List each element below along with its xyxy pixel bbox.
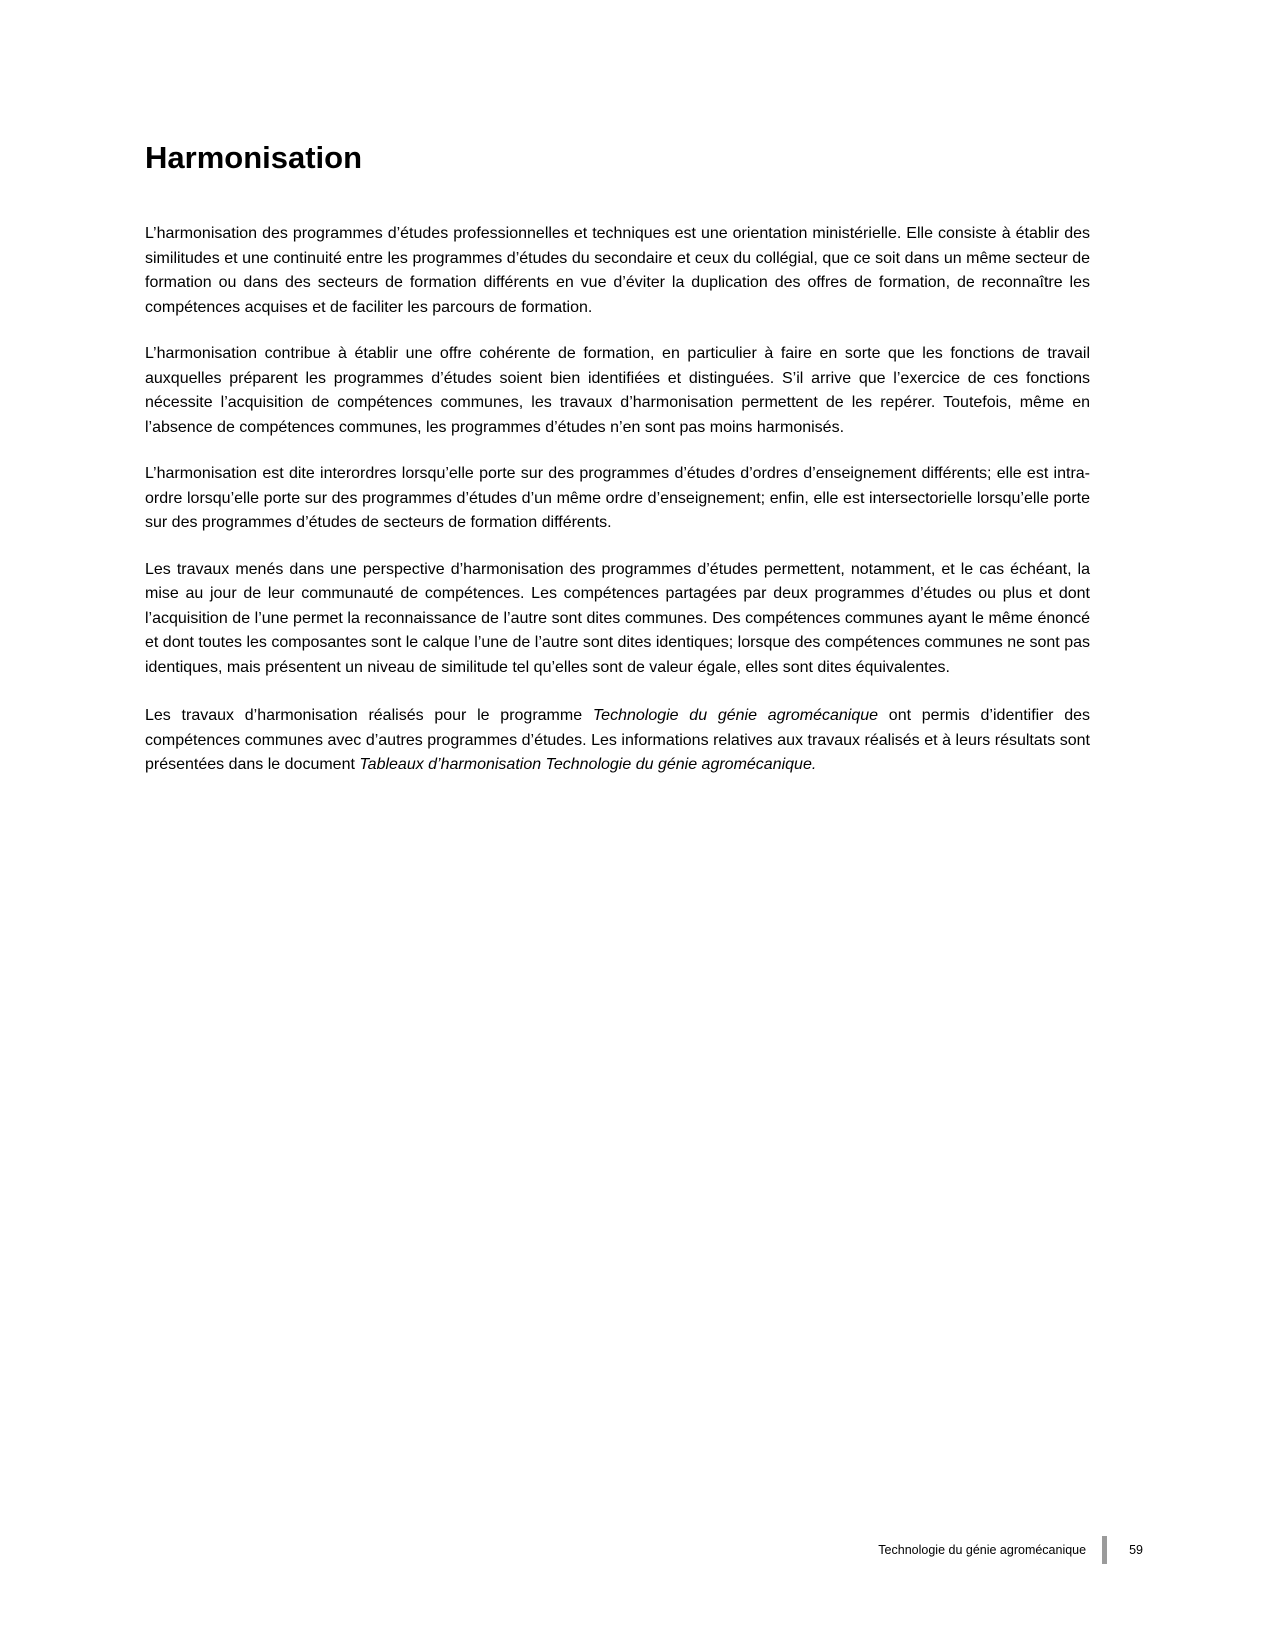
paragraph-5-segment-3: ont permis d’identifier des compétences communes avec d’autres programmes d’études. Les informations relatives aux travaux réalisés et à leurs résultats sont présentées dans le document — [145, 707, 1091, 773]
footer-document-title: Technologie du génie agromécanique — [878, 1542, 1087, 1557]
footer-divider-bar — [1102, 1536, 1107, 1564]
paragraph-interordres: L’harmonisation est dite interordres lorsqu’elle porte sur des programmes d’études d’ordres d’enseignement différents; elle est intra-ordre lorsqu’elle porte sur des programmes d’études d’un même ordre d’enseignement; enfin, elle est intersectorielle lorsqu’elle porte sur des programmes d’études de secteurs de formation différents. — [145, 465, 1090, 531]
paragraph-offre-coherente: L’harmonisation contribue à établir une offre cohérente de formation, en particulier à faire en sorte que les fonctions de travail auxquelles préparent les programmes d’études soient bien identifiées et distinguées. S’il arrive que l’exercice de ces fonctions nécessite l’acquisition de compétences communes, les travaux d’harmonisation permettent de les repérer. Toutefois, même en l’absence de compétences communes, les programmes d’études n’en sont pas moins harmonisés. — [145, 345, 1090, 436]
paragraph-travaux-menes: Les travaux menés dans une perspective d’harmonisation des programmes d’études permettent, notamment, et le cas échéant, la mise au jour de leur communauté de compétences. Les compétences partagées par deux programmes d’études ou plus et dont l’acquisition de l’une permet la reconnaissance de l’autre sont dites communes. Des compétences communes ayant le même énoncé et dont toutes les composantes sont le calque l’une de l’autre sont dites identiques; lorsque des compétences communes ne sont pas identiques, mais présentent un niveau de similitude tel qu’elles sont de valeur égale, elles sont dites équivalentes. — [145, 560, 1090, 676]
program-name-italic: Technologie du génie agromécanique — [592, 707, 879, 724]
document-content — [145, 140, 1090, 800]
paragraph-harmonisation-orientation: L’harmonisation des programmes d’études professionnelles et techniques est une orientation ministérielle. Elle consiste à établir des similitudes et une continuité entre les programmes d’études du secondaire et ceux du collégial, que ce soit dans un même secteur de formation ou dans des secteurs de formation différents en vue d’éviter la duplication des offres de formation, de reconnaître les compétences acquises et de faciliter les parcours de formation. — [145, 225, 1090, 316]
footer-page-number: 59 — [1129, 1542, 1143, 1557]
paragraph-5-segment-1: Les travaux d’harmonisation réalisés pour le programme — [145, 707, 593, 724]
page-title: Harmonisation — [145, 140, 363, 175]
document-name-italic: Tableaux d’harmonisation Technologie du génie agromécanique. — [359, 756, 817, 773]
paragraph-travaux-realises — [145, 704, 1090, 778]
page-footer — [878, 1536, 1143, 1564]
